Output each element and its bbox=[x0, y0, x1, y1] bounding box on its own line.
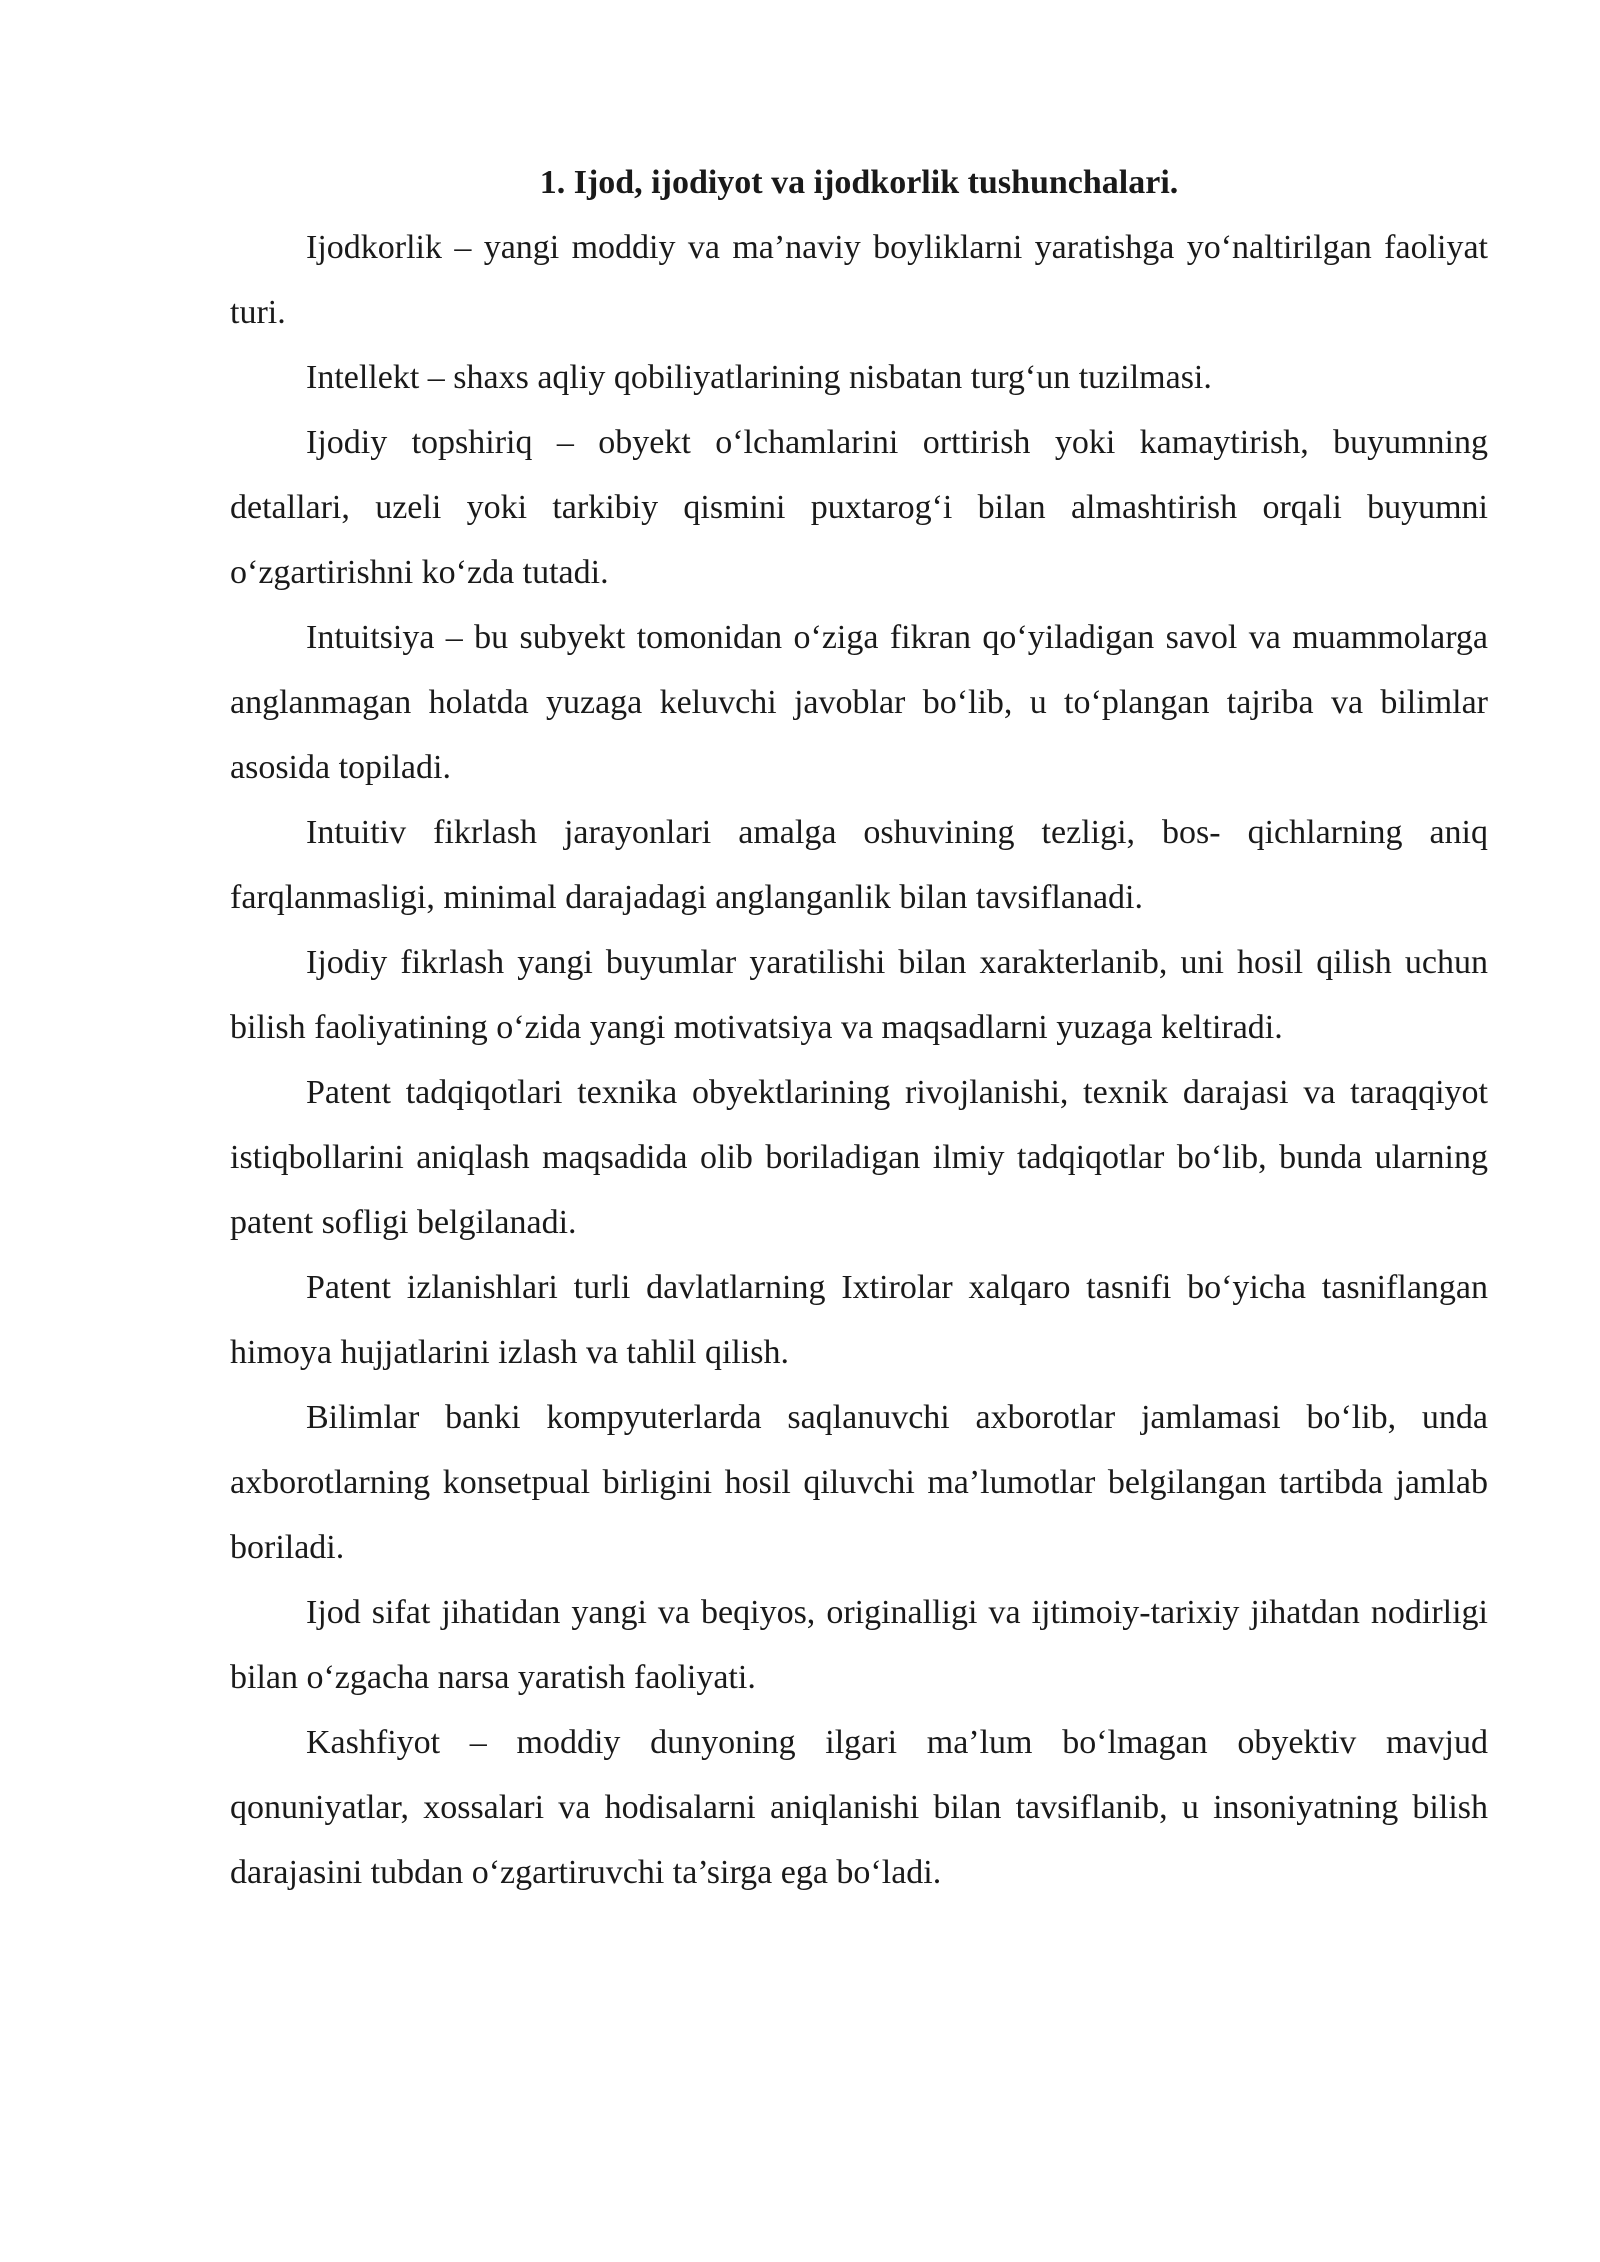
section-title: 1. Ijod, ijodiyot va ijodkorlik tushunchalari. bbox=[539, 164, 1179, 201]
paragraph-patent-tadqiqotlari: Patent tadqiqotlari texnika obyektlarining rivojlanishi, texnik darajasi va taraqqiyot istiqbollarini aniqlash maqsadida olib boriladigan ilmiy tadqiqotlar bo‘lib, bunda ularning patent sofligi belgilanadi. bbox=[230, 1074, 1488, 1241]
document-body bbox=[230, 150, 1488, 1905]
paragraph-ijodiy-fikrlash: Ijodiy fikrlash yangi buyumlar yaratilishi bilan xarakterlanib, uni hosil qilish uchun bilish faoliyatining o‘zida yangi motivatsiya va maqsadlarni yuzaga keltiradi. bbox=[230, 944, 1488, 1046]
paragraph-patent-izlanishlari: Patent izlanishlari turli davlatlarning Ixtirolar xalqaro tasnifi bo‘yicha tasniflangan himoya hujjatlarini izlash va tahlil qilish. bbox=[230, 1269, 1488, 1371]
paragraph-ijod: Ijod sifat jihatidan yangi va beqiyos, originalligi va ijtimoiy-tarixiy jihatdan nodirligi bilan o‘zgacha narsa yaratish faoliyati. bbox=[230, 1594, 1488, 1696]
paragraph-intuitiv-fikrlash: Intuitiv fikrlash jarayonlari amalga oshuvining tezligi, bos- qichlarning aniq farqlanmasligi, minimal darajadagi anglanganlik bilan tavsiflanadi. bbox=[230, 814, 1488, 916]
paragraph-ijodkorlik: Ijodkorlik – yangi moddiy va ma’naviy boyliklarni yaratishga yo‘naltirilgan faoliyat turi. bbox=[230, 229, 1488, 331]
paragraph-intellekt: Intellekt – shaxs aqliy qobiliyatlarining nisbatan turg‘un tuzilmasi. bbox=[306, 359, 1212, 396]
paragraph-intuitsiya: Intuitsiya – bu subyekt tomonidan o‘ziga fikran qo‘yiladigan savol va muammolarga anglanmagan holatda yuzaga keluvchi javoblar bo‘lib, u to‘plangan tajriba va bilimlar asosida topiladi. bbox=[230, 619, 1488, 786]
paragraph-bilimlar-banki: Bilimlar banki kompyuterlarda saqlanuvchi axborotlar jamlamasi bo‘lib, unda axborotlarning konsetpual birligini hosil qiluvchi ma’lumotlar belgilangan tartibda jamlab boriladi. bbox=[230, 1399, 1488, 1566]
paragraph-ijodiy-topshiriq: Ijodiy topshiriq – obyekt o‘lchamlarini orttirish yoki kamaytirish, buyumning detallari, uzeli yoki tarkibiy qismini puxtarog‘i bilan almashtirish orqali buyumni o‘zgartirishni ko‘zda tutadi. bbox=[230, 424, 1488, 591]
paragraph-kashfiyot: Kashfiyot – moddiy dunyoning ilgari ma’lum bo‘lmagan obyektiv mavjud qonuniyatlar, xossalari va hodisalarni aniqlanishi bilan tavsiflanib, u insoniyatning bilish darajasini tubdan o‘zgartiruvchi ta’sirga ega bo‘ladi. bbox=[230, 1724, 1488, 1891]
